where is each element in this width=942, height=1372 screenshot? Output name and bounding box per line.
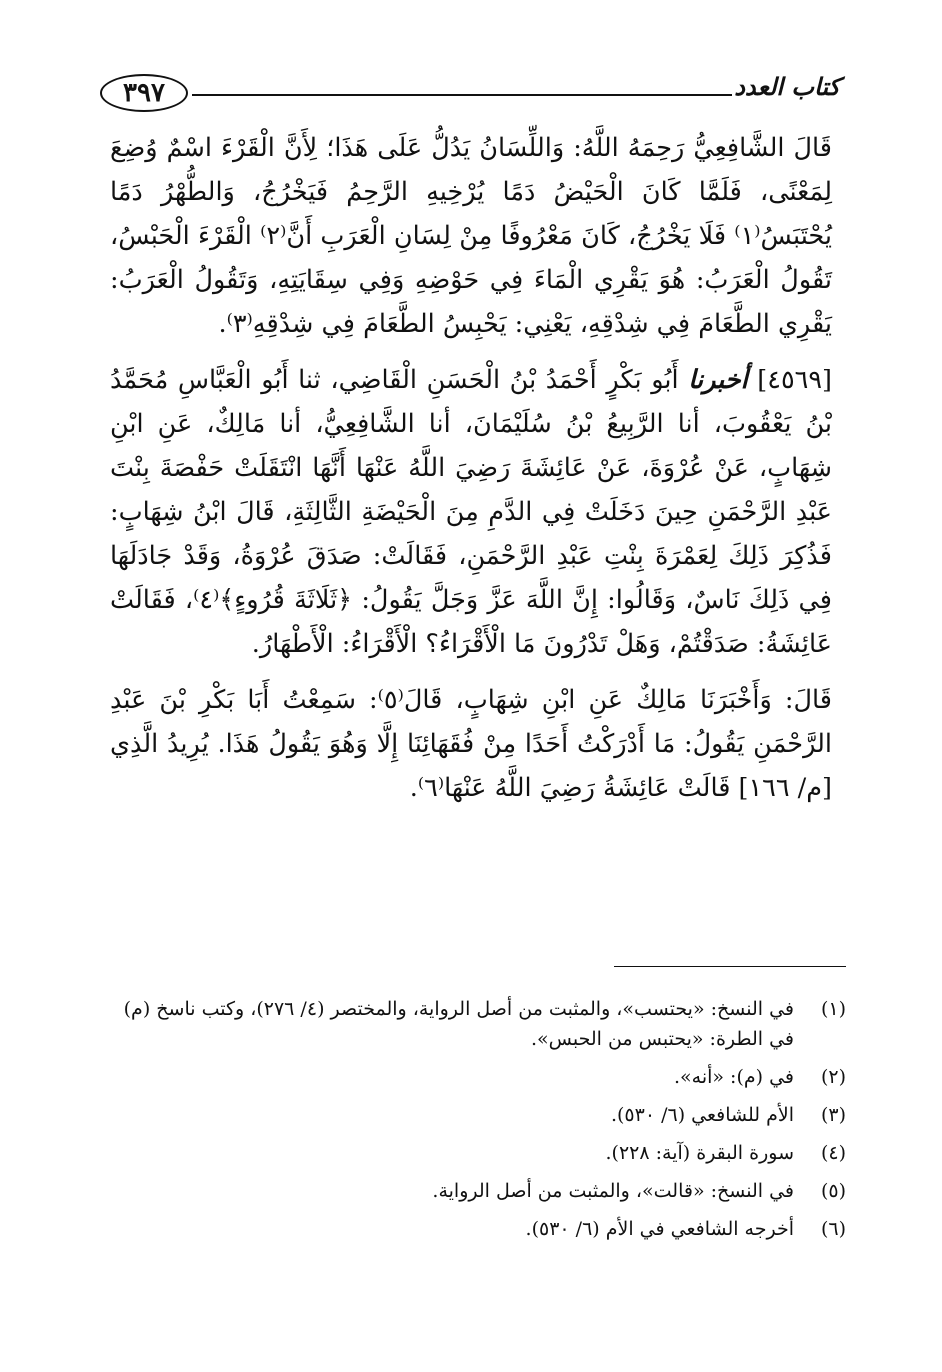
- footnote: [108, 1100, 846, 1130]
- footnote-number: (٥): [820, 1180, 846, 1202]
- paragraph-2: [110, 358, 832, 666]
- footnote-text: الأم للشافعي (٦/ ٥٣٠).: [610, 1104, 794, 1126]
- footnote-separator: [614, 966, 846, 967]
- header-rule: [192, 94, 732, 96]
- footnote-number: (٤): [820, 1142, 846, 1164]
- footnotes: [108, 994, 846, 1252]
- paragraph-3: قَالَ: وَأَخْبَرَنَا مَالِكٌ عَنِ ابْنِ شِهَابٍ، قَالَ⁽٥⁾: سَمِعْتُ أَبَا بَكْرِ بْنَ عَبْدِ الرَّحْمَنِ يَقُولُ: مَا أَدْرَكْتُ أَحَدًا مِنْ فُقَهَائِنَا إِلَّا وَهُوَ يَقُولُ هَذَا. يُرِيدُ الَّذِي [م/ ١٦٦] قَالَتْ عَائِشَةُ رَضِيَ اللَّهُ عَنْهَا⁽٦⁾.: [110, 685, 832, 803]
- paragraph-2-text: أَبُو بَكْرٍ أَحْمَدُ بْنُ الْحَسَنِ الْقَاضِي، ثنا أَبُو الْعَبَّاسِ مُحَمَّدُ بْنُ يَعْقُوبَ، أنا الرَّبِيعُ بْنُ سُلَيْمَانَ، أنا الشَّافِعِيُّ، أنا مَالِكٌ، عَنِ ابْنِ شِهَابٍ، عَنْ عُرْوَةَ، عَنْ عَائِشَةَ رَضِيَ اللَّهُ عَنْهَا أَنَّهَا انْتَقَلَتْ حَفْصَةَ بِنْتَ عَبْدِ الرَّحْمَنِ حِينَ دَخَلَتْ فِي الدَّمِ مِنَ الْحَيْضَةِ الثَّالِثَةِ، قَالَ ابْنُ شِهَابٍ: فَذُكِرَ ذَلِكَ لِعَمْرَةَ بِنْتِ عَبْدِ الرَّحْمَنِ، فَقَالَتْ: صَدَقَ عُرْوَةُ، وَقَدْ جَادَلَهَا فِي ذَلِكَ نَاسٌ، وَقَالُوا: إِنَّ اللَّهَ عَزَّ وَجَلَّ يَقُولُ: ﴿ثَلَاثَةَ قُرُوءٍ﴾⁽٤⁾، فَقَالَتْ عَائِشَةُ: صَدَقْتُمْ، وَهَلْ تَدْرُونَ مَا الْأَقْرَاءُ؟ الْأَقْرَاءُ: الْأَطْهَارُ.: [110, 365, 832, 659]
- footnote-number: (١): [820, 998, 846, 1020]
- footnote: [108, 1214, 846, 1244]
- footnote-number: (٣): [820, 1104, 846, 1126]
- footnote: [108, 1062, 846, 1092]
- footnote: [108, 1176, 846, 1206]
- footnote-text: في (م): «أنه».: [673, 1066, 794, 1088]
- page-number: ٣٩٧: [100, 74, 188, 112]
- footnote-text: في النسخ: «قالت»، والمثبت من أصل الرواية.: [432, 1180, 794, 1202]
- footnote-number: (٦): [820, 1218, 846, 1240]
- narration-lead: أخبرنا: [688, 365, 748, 395]
- footnote-text: في النسخ: «يحتسب»، والمثبت من أصل الرواية، والمختصر (٤/ ٢٧٦)، وكتب ناسخ (م) في الطرة: «يحتبس من الحبس».: [123, 998, 794, 1050]
- footnote: [108, 1138, 846, 1168]
- main-text: [110, 126, 832, 810]
- hadith-number: [٤٥٦٩]: [757, 365, 832, 395]
- footnote-text: سورة البقرة (آية: ٢٢٨).: [605, 1142, 794, 1164]
- book-title: كتاب العدد: [734, 72, 840, 101]
- paragraph-1: قَالَ الشَّافِعِيُّ رَحِمَهُ اللَّهُ: وَاللِّسَانُ يَدُلُّ عَلَى هَذَا؛ لِأَنَّ الْقَرْءَ اسْمٌ وُضِعَ لِمَعْنًى، فَلَمَّا كَانَ الْحَيْضُ دَمًا يُرْخِيهِ الرَّحِمُ فَيَخْرُجُ، وَالطُّهْرُ دَمًا يُحْتَبَسُ⁽١⁾ فَلَا يَخْرُجُ، كَانَ مَعْرُوفًا مِنْ لِسَانِ الْعَرَبِ أَنَّ⁽٢⁾ الْقَرْءَ الْحَبْسُ، تَقُولُ الْعَرَبُ: هُوَ يَقْرِي الْمَاءَ فِي حَوْضِهِ وَفِي سِقَايَتِهِ، وَتَقُولُ الْعَرَبُ: يَقْرِي الطَّعَامَ فِي شِدْقِهِ، يَعْنِي: يَحْبِسُ الطَّعَامَ فِي شِدْقِهِ⁽٣⁾.: [110, 133, 832, 339]
- running-header: [100, 72, 840, 116]
- footnote: [108, 994, 846, 1054]
- footnote-number: (٢): [820, 1066, 846, 1088]
- footnote-text: أخرجه الشافعي في الأم (٦/ ٥٣٠).: [525, 1218, 794, 1240]
